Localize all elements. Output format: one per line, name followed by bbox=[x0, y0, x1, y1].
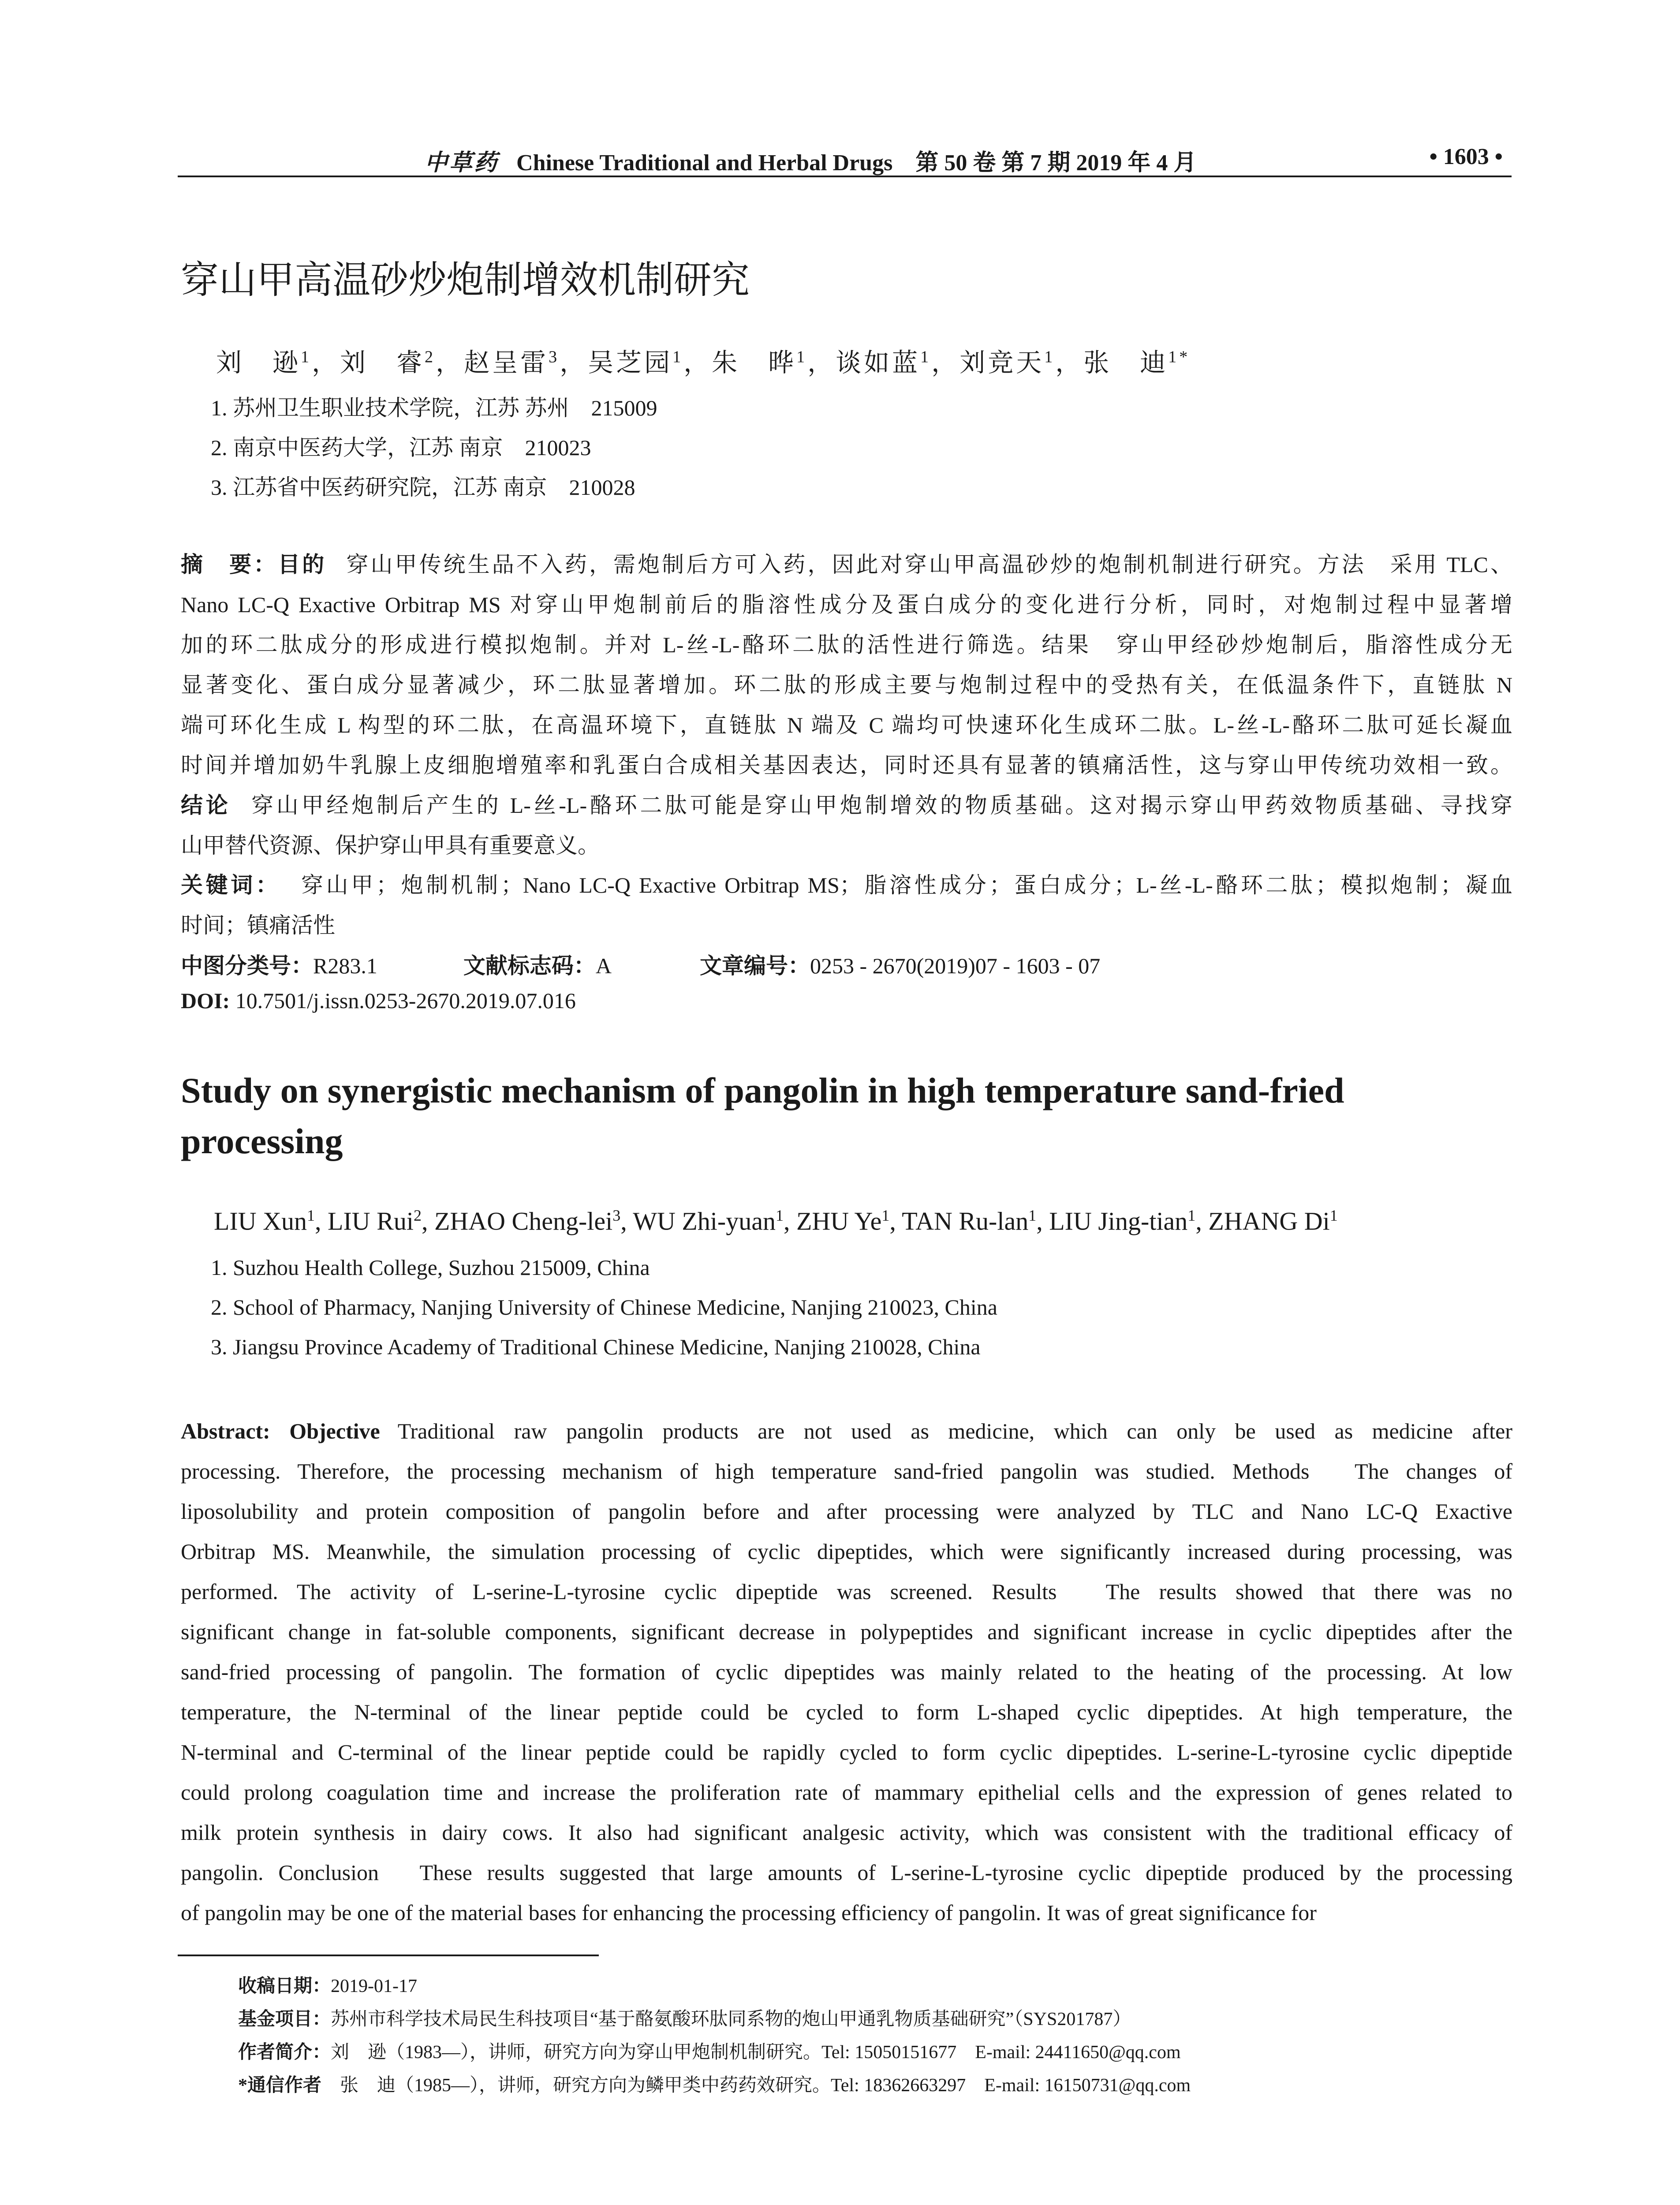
english-affiliation: 1. Suzhou Health College, Suzhou 215009, China bbox=[211, 1255, 650, 1280]
author-affiliation-mark: 3 bbox=[549, 348, 560, 366]
author-separator: , bbox=[783, 1207, 796, 1236]
doi-label: DOI: bbox=[181, 988, 230, 1013]
page-number: • 1603 • bbox=[1429, 144, 1503, 169]
line-text: could prolong coagulation time and increase the proliferation rate of mammary epithelial cells and the expression of genes related to bbox=[181, 1780, 1512, 1805]
line-text: pangolin. Conclusion These results suggested that large amounts of L-serine-L-tyrosine cyclic dipeptide produced by the processing bbox=[181, 1860, 1512, 1885]
author-name: 吴芝园 bbox=[588, 348, 673, 377]
footnote-author-bio: 作者简介：刘 逊（1983—），讲师，研究方向为穿山甲炮制机制研究。Tel: 15050151677 E-mail: 24411650@qq.com bbox=[238, 2042, 1181, 2063]
line-text: 时间并增加奶牛乳腺上皮细胞增殖率和乳蛋白合成相关基因表达，同时还具有显著的镇痛活性，这与穿山甲传统功效相一致。 bbox=[181, 753, 1512, 777]
author-separator: ， bbox=[931, 348, 960, 377]
english-author-list bbox=[214, 1206, 1338, 1236]
line-text: 显著变化、蛋白成分显著减少，环二肽显著增加。环二肽的形成主要与炮制过程中的受热有关，在低温条件下，直链肽 N bbox=[181, 673, 1512, 697]
paragraph-line bbox=[181, 1772, 1512, 1813]
line-text: 穿山甲；炮制机制；Nano LC-Q Exactive Orbitrap MS；脂溶性成分；蛋白成分；L-丝-L-酪环二肽；模拟炮制；凝血 bbox=[298, 873, 1512, 897]
line-text: Orbitrap MS. Meanwhile, the simulation processing of cyclic dipeptides, which were significantly increased during processing, was bbox=[181, 1539, 1512, 1564]
author-separator: ， bbox=[436, 348, 464, 377]
author-separator: ， bbox=[312, 348, 340, 377]
author-affiliation-mark: 1 bbox=[307, 1207, 315, 1224]
paragraph-line bbox=[181, 745, 1512, 785]
line-text: 加的环二肽成分的形成进行模拟炮制。并对 L-丝-L-酪环二肽的活性进行筛选。结果 穿山甲经砂炒炮制后，脂溶性成分无 bbox=[181, 632, 1512, 657]
author-affiliation-mark: 1 bbox=[1329, 1207, 1338, 1224]
chinese-affiliation: 1. 苏州卫生职业技术学院，江苏 苏州 215009 bbox=[211, 396, 657, 420]
line-text: 山甲替代资源、保护穿山甲具有重要意义。 bbox=[181, 833, 600, 858]
clc-label: 中图分类号： bbox=[181, 953, 313, 978]
line-text: Nano LC-Q Exactive Orbitrap MS 对穿山甲炮制前后的脂溶性成分及蛋白成分的变化进行分析，同时，对炮制过程中显著增 bbox=[181, 592, 1512, 617]
section-label: 关键词： bbox=[181, 873, 281, 897]
line-text: N-terminal and C-terminal of the linear peptide could be rapidly cycled to form cyclic dipeptides. L-serine-L-tyrosine cyclic dipeptide bbox=[181, 1740, 1512, 1764]
author-affiliation-mark: 1 bbox=[1044, 348, 1056, 366]
author-name: LIU Rui bbox=[328, 1207, 414, 1236]
author-affiliation-mark: 1 bbox=[775, 1207, 784, 1224]
line-text: temperature, the N-terminal of the linear peptide could be cycled to form L-shaped cyclic dipeptides. At high temperature, the bbox=[181, 1700, 1512, 1724]
paragraph-line bbox=[181, 705, 1512, 745]
chinese-title: 穿山甲高温砂炒炮制增效机制研究 bbox=[181, 258, 750, 302]
paragraph-line bbox=[181, 1572, 1512, 1612]
author-affiliation-mark: 1 bbox=[301, 348, 312, 366]
journal-logo: 中草药 bbox=[425, 149, 499, 176]
author-affiliation-mark: 2 bbox=[413, 1207, 422, 1224]
author-name: 刘竞天 bbox=[959, 348, 1045, 377]
paragraph-line bbox=[181, 1612, 1512, 1652]
author-name: ZHAO Cheng-lei bbox=[434, 1207, 613, 1236]
author-name: LIU Jing-tian bbox=[1049, 1207, 1188, 1236]
paragraph-line bbox=[181, 1893, 1512, 1933]
english-affiliation: 2. School of Pharmacy, Nanjing University of Chinese Medicine, Nanjing 210023, China bbox=[211, 1295, 997, 1319]
author-name: 刘 逊 bbox=[216, 348, 301, 377]
clc-value: R283.1 bbox=[313, 953, 377, 978]
line-text: 时间；镇痛活性 bbox=[181, 913, 335, 938]
paragraph-line bbox=[181, 1652, 1512, 1692]
author-affiliation-mark: 1 bbox=[1028, 1207, 1037, 1224]
line-text: of pangolin may be one of the material bases for enhancing the processing efficiency of pangolin. It was of great significance for bbox=[181, 1900, 1317, 1925]
english-title: Study on synergistic mechanism of pangolin in high temperature sand-fried processing bbox=[181, 1070, 1344, 1161]
doi-value: 10.7501/j.issn.0253-2670.2019.07.016 bbox=[235, 988, 576, 1013]
author-separator: ， bbox=[683, 348, 712, 377]
line-text: performed. The activity of L-serine-L-tyrosine cyclic dipeptide was screened. Results The results showed that there was no bbox=[181, 1579, 1512, 1604]
author-affiliation-mark: 3 bbox=[612, 1207, 621, 1224]
footnote-corresponding: *通信作者 张 迪（1985—），讲师，研究方向为鳞甲类中药药效研究。Tel: 18362663297 E-mail: 16150731@qq.com bbox=[238, 2075, 1191, 2096]
line-text: 穿山甲经炮制后产生的 L-丝-L-酪环二肽可能是穿山甲炮制增效的物质基础。这对揭示穿山甲药效物质基础、寻找穿 bbox=[248, 793, 1512, 818]
author-name: 刘 睿 bbox=[340, 348, 425, 377]
author-name: WU Zhi-yuan bbox=[633, 1207, 776, 1236]
author-name: TAN Ru-lan bbox=[902, 1207, 1029, 1236]
author-name: 赵呈雷 bbox=[464, 348, 549, 377]
english-affiliation: 3. Jiangsu Province Academy of Traditional Chinese Medicine, Nanjing 210028, China bbox=[211, 1334, 981, 1359]
paragraph-line bbox=[181, 826, 1512, 866]
chinese-abstract bbox=[181, 545, 1512, 866]
author-name: ZHU Ye bbox=[796, 1207, 882, 1236]
classification-row bbox=[181, 948, 1100, 980]
author-affiliation-mark: 2 bbox=[425, 348, 436, 366]
author-name: 谈如蓝 bbox=[836, 348, 921, 377]
running-header bbox=[178, 141, 1512, 177]
line-text: processing. Therefore, the processing mechanism of high temperature sand-fried pangolin was studied. Methods The changes of bbox=[181, 1459, 1512, 1484]
footnote-funding: 基金项目：苏州市科学技术局民生科技项目“基于酪氨酸环肽同系物的炮山甲通乳物质基础研究”（SYS201787） bbox=[238, 2009, 1131, 2029]
paragraph-line bbox=[181, 665, 1512, 705]
paragraph-line bbox=[181, 1532, 1512, 1572]
author-affiliation-mark: 1 bbox=[920, 348, 932, 366]
author-separator: ， bbox=[807, 348, 836, 377]
author-separator: , bbox=[421, 1207, 434, 1236]
paragraph-line bbox=[181, 1692, 1512, 1732]
line-text: milk protein synthesis in dairy cows. It also had significant analgesic activity, which was consistent with the traditional efficacy of bbox=[181, 1820, 1512, 1845]
author-separator: , bbox=[1195, 1207, 1209, 1236]
paragraph-line bbox=[181, 625, 1512, 665]
section-label: Abstract: Objective bbox=[181, 1419, 380, 1443]
journal-issue: Chinese Traditional and Herbal Drugs 第 50 卷 第 7 期 2019 年 4 月 bbox=[516, 150, 1197, 176]
chinese-keywords bbox=[181, 865, 1512, 946]
paragraph-line bbox=[181, 1411, 1512, 1451]
line-text: Traditional raw pangolin products are not used as medicine, which can only be used as medicine after bbox=[397, 1419, 1512, 1443]
line-text: 端可环化生成 L 构型的环二肽，在高温环境下，直链肽 N 端及 C 端均可快速环化生成环二肽。L-丝-L-酪环二肽可延长凝血 bbox=[181, 713, 1512, 737]
paragraph-line bbox=[181, 1813, 1512, 1853]
paragraph-line bbox=[181, 1451, 1512, 1491]
author-separator: , bbox=[1036, 1207, 1049, 1236]
author-name: 朱 晔 bbox=[712, 348, 797, 377]
author-separator: ， bbox=[1055, 348, 1084, 377]
chinese-author-list bbox=[216, 342, 1190, 379]
paragraph-line bbox=[181, 545, 1512, 585]
section-label: 摘 要：目的 bbox=[181, 552, 327, 577]
line-text: liposolubility and protein composition of pangolin before and after processing were analyzed by TLC and Nano LC-Q Exactive bbox=[181, 1499, 1512, 1524]
doc-code-value: A bbox=[595, 953, 612, 978]
paragraph-line bbox=[181, 1491, 1512, 1532]
author-separator: ， bbox=[560, 348, 588, 377]
author-affiliation-mark: 1* bbox=[1168, 348, 1191, 366]
paragraph-line bbox=[181, 905, 1512, 946]
author-affiliation-mark: 1 bbox=[672, 348, 684, 366]
article-number-label: 文章编号： bbox=[699, 953, 810, 978]
english-abstract bbox=[181, 1411, 1512, 1933]
author-affiliation-mark: 1 bbox=[881, 1207, 890, 1224]
chinese-affiliation: 2. 南京中医药大学，江苏 南京 210023 bbox=[211, 435, 591, 460]
section-label: 结论 bbox=[181, 793, 231, 818]
line-text: sand-fried processing of pangolin. The formation of cyclic dipeptides was mainly related to the heating of the processing. At low bbox=[181, 1659, 1512, 1684]
author-name: ZHANG Di bbox=[1208, 1207, 1330, 1236]
paragraph-line bbox=[181, 1732, 1512, 1772]
paragraph-line bbox=[181, 1853, 1512, 1893]
author-separator: , bbox=[315, 1207, 328, 1236]
line-text: 穿山甲传统生品不入药，需炮制后方可入药，因此对穿山甲高温砂炒的炮制机制进行研究。方法 采用 TLC、 bbox=[344, 552, 1512, 577]
footnote-divider bbox=[178, 1955, 599, 1956]
article-number-value: 0253 - 2670(2019)07 - 1603 - 07 bbox=[810, 953, 1101, 978]
doi-row bbox=[181, 988, 576, 1013]
journal-header-text bbox=[425, 144, 1196, 177]
doc-code-label: 文献标志码： bbox=[463, 953, 596, 978]
author-affiliation-mark: 1 bbox=[1187, 1207, 1196, 1224]
author-separator: , bbox=[889, 1207, 902, 1236]
author-name: 张 迪 bbox=[1083, 348, 1169, 377]
footnote-received: 收稿日期：2019-01-17 bbox=[238, 1976, 417, 1996]
author-name: LIU Xun bbox=[214, 1207, 307, 1236]
author-separator: , bbox=[620, 1207, 633, 1236]
paragraph-line bbox=[181, 785, 1512, 826]
line-text: significant change in fat-soluble components, significant decrease in polypeptides and significant increase in cyclic dipeptides after the bbox=[181, 1619, 1512, 1644]
paragraph-line bbox=[181, 865, 1512, 905]
paragraph-line bbox=[181, 585, 1512, 625]
author-affiliation-mark: 1 bbox=[796, 348, 808, 366]
chinese-affiliation: 3. 江苏省中医药研究院，江苏 南京 210028 bbox=[211, 475, 635, 500]
